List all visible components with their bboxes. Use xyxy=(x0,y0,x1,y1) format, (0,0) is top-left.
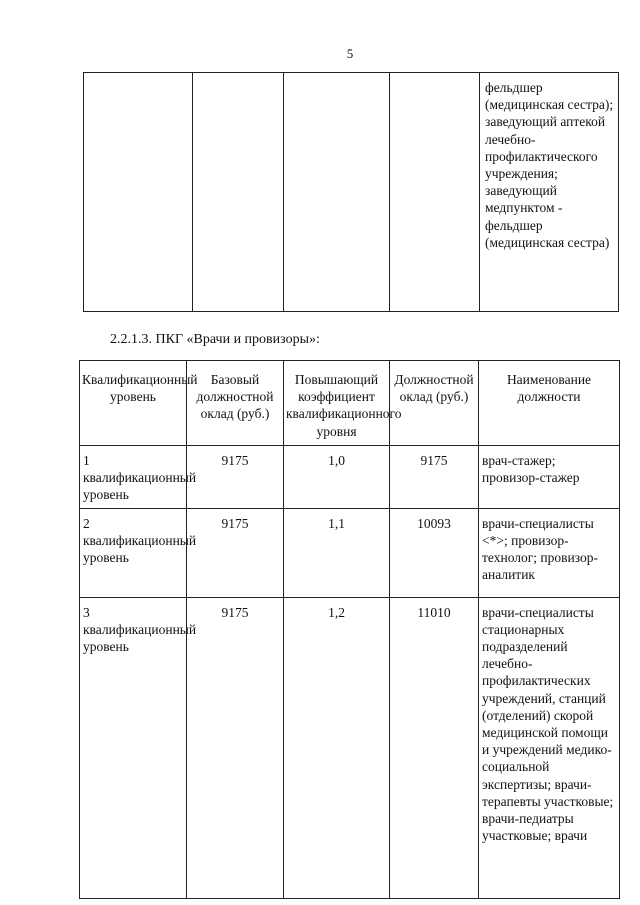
positions-cell: врачи-специалисты <*>; провизор-технолог; провизор-аналитик xyxy=(479,508,620,597)
continuation-table xyxy=(83,72,619,312)
level-label: квалификационный уровень xyxy=(83,532,197,566)
base-salary-cell: 9175 xyxy=(187,597,284,898)
table-row xyxy=(80,597,620,898)
empty-cell xyxy=(193,73,284,312)
coefficient-cell: 1,2 xyxy=(284,597,390,898)
level-label: квалификационный уровень xyxy=(83,470,197,503)
header-salary: Должностной оклад (руб.) xyxy=(390,361,479,446)
level-number: 1 xyxy=(83,453,90,468)
base-salary-cell: 9175 xyxy=(187,446,284,509)
base-salary-cell: 9175 xyxy=(187,508,284,597)
header-position-name: Наименование должности xyxy=(479,361,620,446)
qualification-level-cell xyxy=(80,597,197,898)
table-row xyxy=(84,73,619,312)
empty-cell xyxy=(284,73,390,312)
empty-cell xyxy=(390,73,480,312)
header-row xyxy=(80,361,620,446)
qualification-level-cell xyxy=(80,508,197,597)
salary-cell: 9175 xyxy=(390,446,479,509)
section-heading: 2.2.1.3. ПКГ «Врачи и провизоры»: xyxy=(110,332,320,347)
header-coefficient: Повышающий коэффициент квалификационного уровня xyxy=(284,361,390,446)
coefficient-cell: 1,1 xyxy=(284,508,390,597)
table-row xyxy=(80,446,620,509)
salary-cell: 11010 xyxy=(390,597,479,898)
table-row xyxy=(80,508,620,597)
coefficient-cell: 1,0 xyxy=(284,446,390,509)
header-qualification-level: Квалификационный уровень xyxy=(80,361,187,446)
salary-table xyxy=(79,360,620,899)
positions-cell: фельдшер (медицинская сестра); заведующий аптекой лечебно-профилактического учреждения; заведующий медпунктом - фельдшер (медицинская сестра) xyxy=(480,73,619,312)
positions-cell: врачи-специалисты стационарных подразделений лечебно-профилактических учреждений, станций (отделений) скорой медицинской помощи и учреждений медико-социальной экспертизы; врачи-терапевты участковые; врачи-педиатры участковые; врачи xyxy=(479,597,620,898)
positions-cell: врач-стажер; провизор-стажер xyxy=(479,446,620,509)
page-number: 5 xyxy=(346,46,354,61)
header-base-salary: Базовый должностной оклад (руб.) xyxy=(187,361,284,446)
empty-cell xyxy=(84,73,193,312)
salary-cell: 10093 xyxy=(390,508,479,597)
level-label: квалификационный уровень xyxy=(83,621,197,655)
level-number: 3 xyxy=(83,604,90,620)
level-number: 2 xyxy=(83,515,90,531)
qualification-level-cell xyxy=(80,446,197,509)
